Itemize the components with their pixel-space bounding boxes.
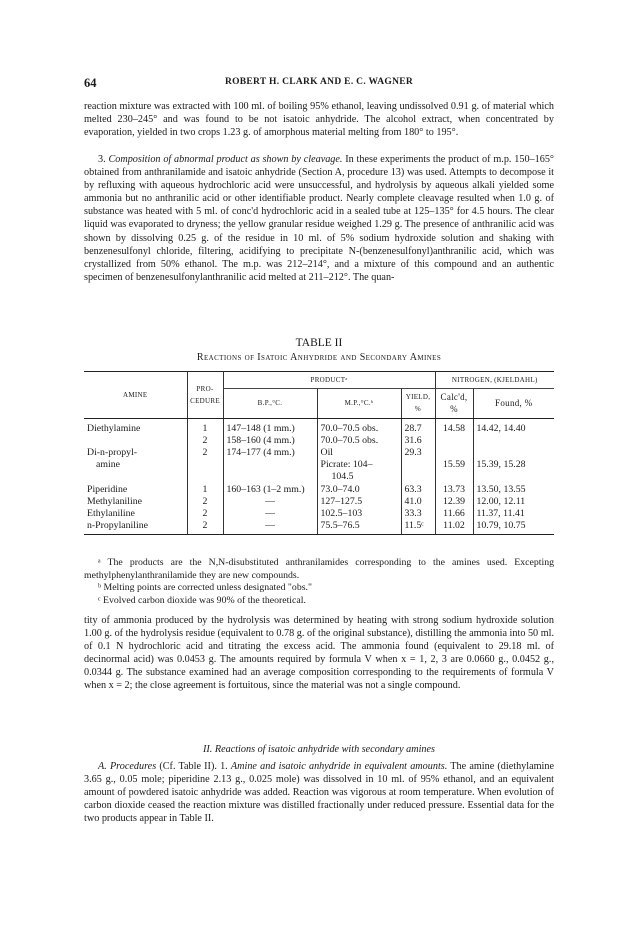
table-row xyxy=(84,459,554,471)
table-row xyxy=(84,508,554,520)
cell-found: 14.42, 14.40 xyxy=(473,418,554,435)
cell-amine: amine xyxy=(96,459,120,471)
col-header-calcd: Calc'd, % xyxy=(435,389,473,418)
cell-yield: 31.6 xyxy=(401,435,435,447)
col-header-bp: B.P.,°C. xyxy=(223,389,317,418)
cell-procedure: 2 xyxy=(187,508,223,520)
cell-found: 11.37, 11.41 xyxy=(473,508,554,520)
cell-mp: 73.0–74.0 xyxy=(317,484,401,496)
cell-bp: 158–160 (4 mm.) xyxy=(223,435,317,447)
col-header-yield: YIELD, % xyxy=(401,389,435,418)
paragraph-2-lead: 3. xyxy=(98,154,109,165)
cell-bp xyxy=(223,459,317,471)
table-row xyxy=(84,471,554,483)
cell-calcd: 11.02 xyxy=(435,520,473,535)
cell-bp: 160–163 (1–2 mm.) xyxy=(223,484,317,496)
cell-amine: Methylaniline xyxy=(87,495,142,507)
cell-amine xyxy=(84,471,187,483)
footnote-c: ᶜ Evolved carbon dioxide was 90% of the theoretical. xyxy=(98,594,306,606)
paragraph-3: tity of ammonia produced by the hydrolysis was determined by heating with strong sodium hydroxide solution 1.00 g. of the hydrolysis residue (equivalent to 0.78 g. of the original substance), distilling the ammonia into 50 ml. of 0.1 N hydrochloric acid and titrating the excess acid. The ammonia found (equivalent to 29.18 ml. of decinormal acid) was 0.0453 g. The amounts required by formula V when x = 1, 2, 3 are 0.0660 g., 0.0452 g., 0.0344 g. The substance examined had an average composition corresponding to the requirements of formula V when x = 2; the close agreement is fortuitous, since the material was not a single compound. xyxy=(84,615,554,692)
cell-calcd: 13.73 xyxy=(435,484,473,496)
cell-found xyxy=(473,447,554,459)
cell-bp: — xyxy=(223,508,317,520)
cell-calcd xyxy=(435,435,473,447)
paragraph-4-ref: (Cf. Table II). 1. xyxy=(156,761,231,772)
cell-found: 13.50, 13.55 xyxy=(473,484,554,496)
paragraph-4 xyxy=(84,760,554,825)
cell-yield xyxy=(401,471,435,483)
cell-found: 10.79, 10.75 xyxy=(473,520,554,535)
section-heading: II. Reactions of isatoic anhydride with secondary amines xyxy=(202,744,435,755)
col-header-product: PRODUCTᵃ xyxy=(223,372,435,389)
footnote-b: ᵇ Melting points are corrected unless designated "obs." xyxy=(98,582,312,594)
cell-procedure: 2 xyxy=(187,496,223,508)
cell-amine: Ethylaniline xyxy=(87,508,135,520)
cell-bp xyxy=(223,471,317,483)
cell-bp: — xyxy=(223,496,317,508)
cell-calcd xyxy=(435,471,473,483)
cell-procedure xyxy=(187,471,223,483)
cell-found xyxy=(473,471,554,483)
cell-yield: 28.7 xyxy=(401,418,435,435)
paragraph-2-title: Composition of abnormal product as shown by cleavage. xyxy=(108,154,343,165)
table-row xyxy=(84,435,554,447)
page-number: 64 xyxy=(84,76,97,90)
table-title: TABLE II xyxy=(295,337,343,349)
col-header-found: Found, % xyxy=(473,389,554,418)
cell-yield: 41.0 xyxy=(401,496,435,508)
cell-amine: Diethylamine xyxy=(87,422,141,434)
paragraph-4-body: The amine (diethylamine 3.65 g., 0.05 mole; piperidine 2.13 g., 0.025 mole) was dissolved in 10 ml. of 95% ethanol, and an equivalent amount of powdered isatoic anhydride was added. Reaction was vigorous at room temperature. When evolution of carbon dioxide ceased the reaction mixture was distilled fractionally under reduced pressure. Essential data for the two products appear in Table II. xyxy=(84,761,554,825)
cell-found: 15.39, 15.28 xyxy=(473,459,554,471)
footnote-a: ᵃ The products are the N,N-disubstituted anthranilamides corresponding to the amines used. Excepting methylphenylanthranilamide they are new compounds. xyxy=(84,557,554,581)
cell-found: 12.00, 12.11 xyxy=(473,496,554,508)
cell-mp: Picrate: 104– xyxy=(317,459,401,471)
page-header xyxy=(84,76,554,92)
cell-amine xyxy=(84,435,187,447)
cell-mp: 104.5 xyxy=(317,471,401,483)
col-header-amine: AMINE xyxy=(84,372,187,419)
table-header-row xyxy=(84,372,554,389)
cell-amine: Di-n-propyl- xyxy=(87,447,138,459)
cell-yield xyxy=(401,459,435,471)
col-header-nitrogen: NITROGEN, (KJELDAHL) xyxy=(435,372,554,389)
cell-mp: 75.5–76.5 xyxy=(317,520,401,535)
col-header-procedure: PRO-CEDURE xyxy=(187,372,223,419)
cell-mp: 70.0–70.5 obs. xyxy=(317,418,401,435)
running-head: ROBERT H. CLARK AND E. C. WAGNER xyxy=(224,77,414,87)
table-caption: Reactions of Isatoic Anhydride and Secondary Amines xyxy=(196,352,442,363)
paragraph-2-body: In these experiments the product of m.p. 150–165° obtained from anthranilamide and isatoic anhydride (Section A, procedure 13) was used. Attempts to decompose it by refluxing with aqueous hydrochloric acid were unsuccessful, and hydrolysis by aqueous alkali yielded some ammonia but no anthranilic acid or other identifiable product. Nearly complete cleavage resulted when 1.0 g. of substance was heated with 5 ml. of conc'd hydrochloric acid in a sealed tube at 125–135° for 4.5 hours. The clear liquid was evaporated to dryness; the yellow granular residue weighed 1.29 g. The presence of anthranilic acid was shown by dissolving 0.25 g. of the residue in 10 ml. of 5% sodium hydroxide solution and shaking with benzenesulfonyl chloride, filtering, acidifying to precipitate N-(benzenesulfonyl)anthranilic acid, which was crystallized from 50% ethanol. The m.p. was 212–214°, and a mixture of this compound and an authentic specimen of benzenesulfonylanthranilic acid melted at 211–212°. The quan- xyxy=(84,154,554,283)
cell-bp: 147–148 (1 mm.) xyxy=(223,418,317,435)
cell-amine: Piperidine xyxy=(87,483,128,495)
cell-calcd: 12.39 xyxy=(435,496,473,508)
cell-calcd: 15.59 xyxy=(435,459,473,471)
table-row xyxy=(84,520,554,535)
cell-amine: n-Propylaniline xyxy=(84,520,187,535)
cell-bp: 174–177 (4 mm.) xyxy=(223,447,317,459)
data-table xyxy=(84,371,554,535)
table-row xyxy=(84,447,554,459)
table-row xyxy=(84,496,554,508)
cell-procedure: 2 xyxy=(187,435,223,447)
cell-yield: 11.5ᶜ xyxy=(401,520,435,535)
cell-yield: 29.3 xyxy=(401,447,435,459)
cell-procedure: 1 xyxy=(187,418,223,435)
cell-mp: 70.0–70.5 obs. xyxy=(317,435,401,447)
table-row xyxy=(84,484,554,496)
cell-mp: 102.5–103 xyxy=(317,508,401,520)
paragraph-2 xyxy=(84,153,554,284)
cell-bp: — xyxy=(223,520,317,535)
cell-procedure: 2 xyxy=(187,447,223,459)
cell-mp: 127–127.5 xyxy=(317,496,401,508)
cell-procedure: 1 xyxy=(187,484,223,496)
cell-calcd xyxy=(435,447,473,459)
paragraph-4-title: Amine and isatoic anhydride in equivalent amounts. xyxy=(230,761,448,772)
table-row xyxy=(84,418,554,435)
cell-calcd: 11.66 xyxy=(435,508,473,520)
cell-yield: 63.3 xyxy=(401,484,435,496)
cell-calcd: 14.58 xyxy=(435,418,473,435)
paragraph-1: reaction mixture was extracted with 100 ml. of boiling 95% ethanol, leaving undissolved 0.91 g. of material which melted 230–245° and was found to be not isatoic anhydride. The alcohol extract, when concentrated by evaporation, yielded in two crops 1.23 g. of amorphous material melting from 180° to 195°. xyxy=(84,101,554,139)
cell-mp: Oil xyxy=(317,447,401,459)
cell-procedure: 2 xyxy=(187,520,223,535)
table-footnotes xyxy=(84,557,554,607)
col-header-mp: M.P.,°C.ᵇ xyxy=(317,389,401,418)
cell-found xyxy=(473,435,554,447)
cell-yield: 33.3 xyxy=(401,508,435,520)
paragraph-4-lead: A. Procedures xyxy=(98,761,157,772)
cell-procedure xyxy=(187,459,223,471)
